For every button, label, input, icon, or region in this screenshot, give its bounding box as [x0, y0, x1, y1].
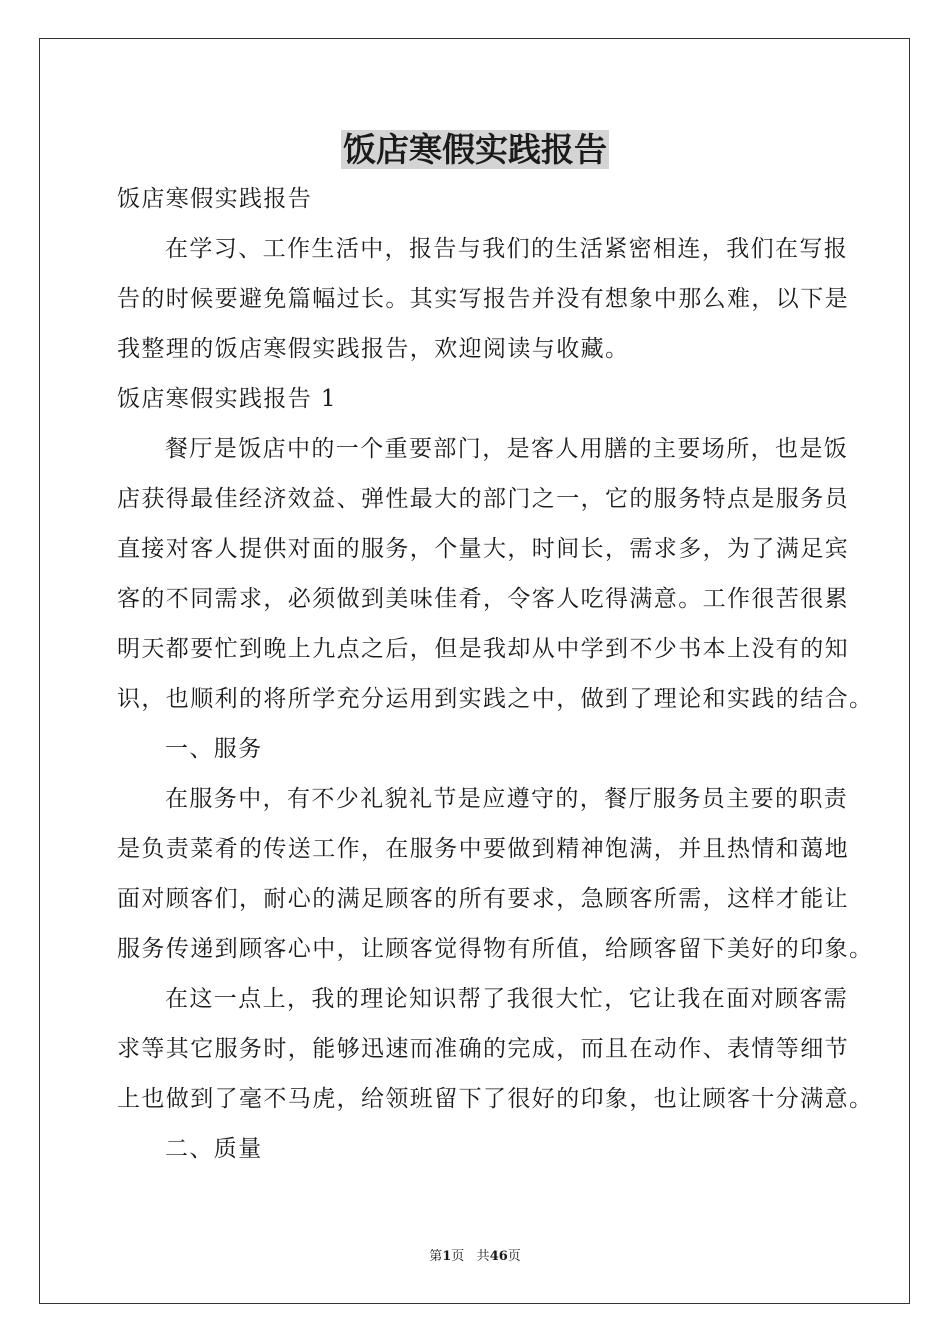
intro-line-1: 在学习、工作生活中，报告与我们的生活紧密相连，我们在写报 — [165, 236, 849, 262]
section-heading: 饭店寒假实践报告 1 — [117, 386, 337, 412]
para1-line-6: 识，也顺利的将所学充分运用到实践之中，做到了理论和实践的结合。 — [117, 686, 874, 712]
para1-line-4: 客的不同需求，必须做到美味佳肴，令客人吃得满意。工作很苦很累 — [117, 586, 849, 612]
para2-line-2: 是负责菜肴的传送工作，在服务中要做到精神饱满，并且热情和蔼地 — [117, 836, 849, 862]
para3-line-2: 求等其它服务时，能够迅速而准确的完成，而且在动作、表情等细节 — [117, 1036, 849, 1062]
heading-quality: 二、质量 — [165, 1136, 263, 1162]
footer-total-suffix: 页 — [507, 1249, 521, 1264]
para2-line-1: 在服务中，有不少礼貌礼节是应遵守的，餐厅服务员主要的职责 — [165, 786, 849, 812]
page-footer — [0, 1248, 950, 1266]
para1-line-5: 明天都要忙到晚上九点之后，但是我却从中学到不少书本上没有的知 — [117, 636, 849, 662]
footer-page-suffix: 页 — [451, 1249, 465, 1264]
intro-line-3: 我整理的饭店寒假实践报告，欢迎阅读与收藏。 — [117, 336, 630, 362]
document-subtitle: 饭店寒假实践报告 — [117, 186, 313, 212]
para3-line-3: 上也做到了毫不马虎，给领班留下了很好的印象，也让顾客十分满意。 — [117, 1086, 874, 1112]
footer-total-prefix: 共 — [476, 1249, 490, 1264]
para3-line-1: 在这一点上，我的理论知识帮了我很大忙，它让我在面对顾客需 — [165, 986, 849, 1012]
page-border — [39, 38, 910, 1304]
para1-line-2: 店获得最佳经济效益、弹性最大的部门之一，它的服务特点是服务员 — [117, 486, 849, 512]
heading-service: 一、服务 — [165, 736, 263, 762]
document-title — [0, 126, 950, 174]
intro-line-2: 告的时候要避免篇幅过长。其实写报告并没有想象中那么难，以下是 — [117, 286, 849, 312]
para1-line-3: 直接对客人提供对面的服务，个量大，时间长，需求多，为了满足宾 — [117, 536, 849, 562]
para1-line-1: 餐厅是饭店中的一个重要部门，是客人用膳的主要场所，也是饭 — [165, 436, 849, 462]
para2-line-3: 面对顾客们，耐心的满足顾客的所有要求，急顾客所需，这样才能让 — [117, 886, 849, 912]
footer-page-prefix: 第 — [429, 1249, 443, 1264]
para2-line-4: 服务传递到顾客心中，让顾客觉得物有所值，给顾客留下美好的印象。 — [117, 936, 874, 962]
document-title-text: 饭店寒假实践报告 — [343, 130, 607, 169]
footer-total-pages: 46 — [489, 1249, 508, 1264]
footer-page-number: 1 — [442, 1249, 452, 1264]
